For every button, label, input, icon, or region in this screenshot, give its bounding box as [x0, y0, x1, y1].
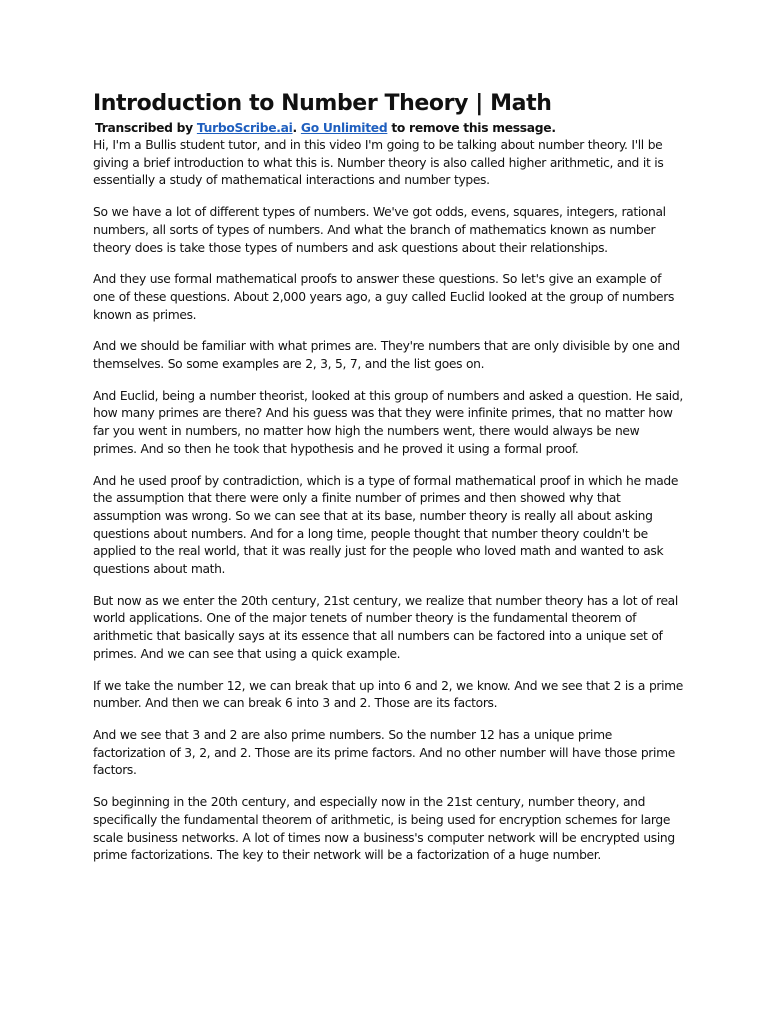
document-page [93, 88, 685, 879]
banner-separator: . [292, 121, 297, 135]
banner-suffix: to remove this message. [391, 121, 556, 135]
turboscribe-link[interactable]: TurboScribe.ai [196, 121, 293, 135]
go-unlimited-link[interactable]: Go Unlimited [300, 121, 388, 135]
paragraph: So we have a lot of different types of numbers. We've got odds, evens, squares, integers, rational numbers, all sorts of types of numbers. And what the branch of mathematics known as number theory does is take those types of numbers and ask questions about their relationships. [93, 205, 666, 255]
paragraph: But now as we enter the 20th century, 21st century, we realize that number theory has a lot of real world applications. One of the major tenets of number theory is the fundamental theorem of arithmetic that basically says at its essence that all numbers can be factored into a unique set of primes. And we can see that using a quick example. [93, 593, 678, 661]
banner-prefix: Transcribed by [95, 121, 193, 135]
paragraph: And Euclid, being a number theorist, looked at this group of numbers and asked a question. He said, how many primes are there? And his guess was that they were infinite primes, that no matter how far you went in numbers, no matter how high the numbers went, there would always be new primes. And so then he took that hypothesis and he proved it using a formal proof. [93, 388, 683, 456]
transcription-banner [95, 120, 685, 137]
paragraph: And they use formal mathematical proofs to answer these questions. So let's give an example of one of these questions. About 2,000 years ago, a guy called Euclid looked at the group of numbers known as primes. [93, 272, 674, 322]
paragraph: Hi, I'm a Bullis student tutor, and in this video I'm going to be talking about number theory. I'll be giving a brief introduction to what this is. Number theory is also called higher arithmetic, and it is essentially a study of mathematical interactions and number types. [93, 138, 664, 188]
paragraph: If we take the number 12, we can break that up into 6 and 2, we know. And we see that 2 is a prime number. And then we can break 6 into 3 and 2. Those are its factors. [93, 678, 684, 711]
paragraph: And we see that 3 and 2 are also prime numbers. So the number 12 has a unique prime factorization of 3, 2, and 2. Those are its prime factors. And no other number will have those prime factors. [93, 727, 675, 778]
paragraph: So beginning in the 20th century, and especially now in the 21st century, number theory, and specifically the fundamental theorem of arithmetic, is being used for encryption schemes for large scale business networks. A lot of times now a business's computer network will be encrypted using prime factorizations. The key to their network will be a factorization of a huge number. [93, 795, 675, 863]
paragraph: And he used proof by contradiction, which is a type of formal mathematical proof in which he made the assumption that there were only a finite number of primes and then showed why that assumption was wrong. So we can see that at its base, number theory is really all about asking questions about numbers. And for a long time, people thought that number theory couldn't be applied to the real world, that it was really just for the people who loved math and wanted to ask questions about math. [93, 473, 679, 577]
paragraph: And we should be familiar with what primes are. They're numbers that are only divisible by one and themselves. So some examples are 2, 3, 5, 7, and the list goes on. [93, 339, 680, 372]
document-title: Introduction to Number Theory | Math [93, 91, 552, 116]
